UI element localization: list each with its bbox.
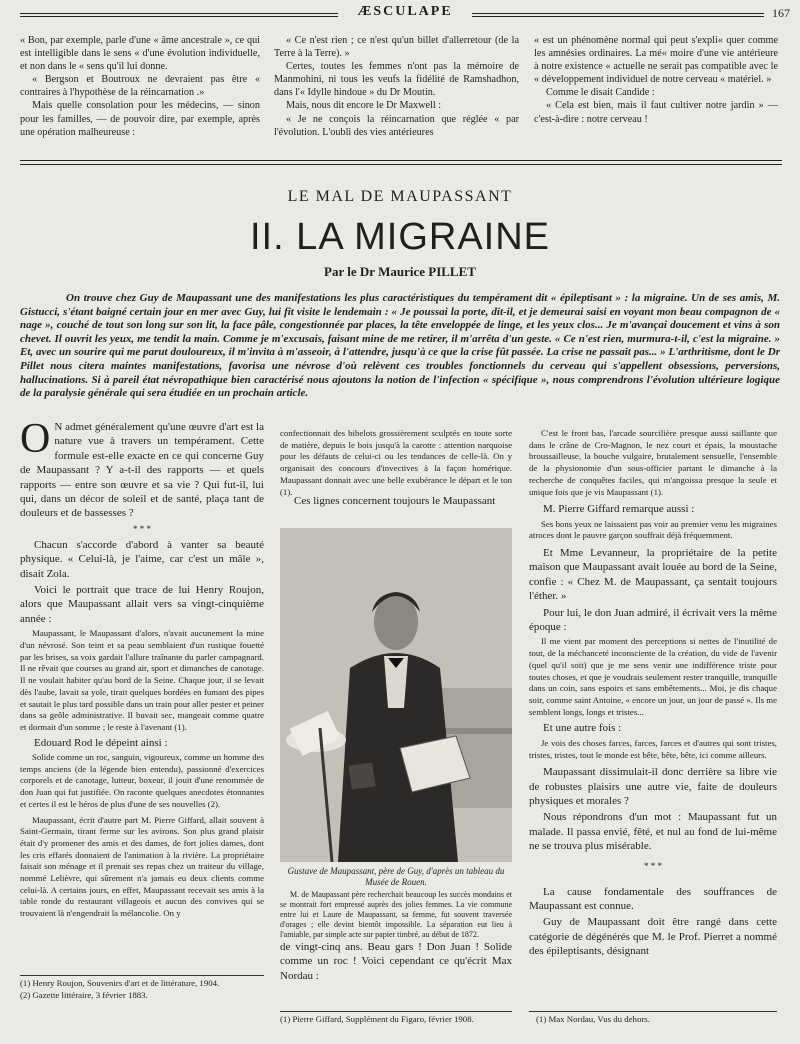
paragraph: Pour lui, le don Juan admiré, il écrivait vers la même époque : [529,606,777,634]
paragraph: Et Mme Levanneur, la propriétaire de la petite maison que Maupassant avait louée au bord de la Seine, confie : « Chez M. de Maupassant, ça sentait toujours l'éther. » [529,547,777,603]
head-rule-right [472,13,764,17]
section-divider-top [20,160,782,161]
top-column-2 [274,34,519,139]
paragraph: de vingt-cinq ans. Beau gars ! Don Juan ! Solide comme un roc ! Voici cependant ce qu'écrit Max Nordau : [280,941,512,982]
footnote: (1) Henry Roujon, Souvenirs d'art et de littérature, 1904. [20,978,220,988]
top-column-3 [534,34,778,126]
footnote-right: (1) Max Nordau, Vus du dehors. [536,1014,650,1024]
running-head [20,6,790,22]
paragraph: Mais, nous dit encore le Dr Maxwell : [286,100,442,112]
quote-block [20,752,264,811]
quote-text: C'est le front bas, l'arcade sourcilière presque aussi saillante que dans le crâne de Cro-Magnon, le nez court et épais, la moustache broussailleuse, la bouche vulgaire, brutalement sensuelle, l'ensemble de la physionomie d'un sous-officier partant le dimanche à la recherche de conquêtes faciles, qui m'angoissa presque la seule et unique fois que je vis Maupassant (1). [529,428,777,497]
paragraph: « est un phénomène normal qui peut s'expli« quer comme les amnésies ordinaires. La mé« moire d'une vie antérieure à notre existence « actuelle ne serait pas compatible avec le « développement individuel de notre cerveau « matériel. » [534,35,778,86]
body-column-middle [280,428,512,498]
quote-block [20,628,264,733]
section-stars: * * * [644,860,662,871]
paragraph: La cause fondamentale des souffrances de Maupassant est connue. [529,885,777,913]
paragraph: « Je ne conçois la réincarnation que réglée « par l'évolution. L'oubli des vies antérieures [274,113,519,138]
footnote-middle: (1) Pierre Giffard, Supplément du Figaro, février 1908. [280,1014,474,1024]
footnote-rule [20,975,264,976]
paragraph: Guy de Maupassant doit être rangé dans cette catégorie de dégénérés que M. le Prof. Pierret a nommé des épileptisants, désignant [529,916,777,958]
paragraph: Edouard Rod le dépeint ainsi : [34,736,168,749]
footnotes-left [20,978,270,1001]
page-number: 167 [772,6,790,20]
quote-text: Je vois des choses farces, farces, farces et d'autres qui sont tristes, tristes, tristes, tout le monde est bête, bête, bête, ici comme ailleurs. [529,737,777,760]
article-byline: Par le Dr Maurice PILLET [324,264,476,279]
paragraph: Nous répondrons d'un mot : Maupassant fut un malade. Il passa envié, fêté, et nul au fond de lui-même ne se trouva plus misérable. [529,811,777,853]
quote-text: confectionnait des bibelots grossièrement sculptés en toute sorte de matière, depuis le bois jusqu'à la carotte : attention narquoise pour les défauts de celui-ci ou les tendances de celle-là. On y organisait des concours d'invectives à la façon homérique. Maupassant donnait avec une belle exubérance le départ et le ton (1). [280,428,512,497]
paragraph: « Cela est bien, mais il faut cultiver notre jardin » — c'est-à-dire : notre cerveau ! [534,100,778,125]
paragraph: N admet généralement qu'une œuvre d'art est la nature vue à travers un tempérament. Cette formule est-elle exacte en ce qui concerne Guy de Maupassant ? Y a-t-il des rapports — et quels rapports — entre son œuvre et sa vie ? Qui fut-il, lui qui, dans un décor de soleil et de santé, plaça tant de douleurs et de bassesses ? [20,421,264,520]
section-divider-bottom [20,164,782,165]
paragraph: « Bon, par exemple, parle d'une « âme ancestrale », ce qui est intelligible dans le sens « d'une évolution individuelle, et non dans le « sens qu'il lui donne. [20,35,260,73]
paragraph: Maupassant dissimulait-il donc derrière sa libre vie de robustes plaisirs une autre vie, faite de douleurs physiques et morales ? [529,766,777,808]
paragraph: Comme le disait Candide : [546,87,655,99]
body-column-right [529,428,777,961]
footnote-rule [280,1011,512,1012]
body-column-middle-lead [280,494,512,510]
quote-text: Il me vient par moment des perceptions si nettes de l'inutilité de tout, de la méchanceté inconsciente de la création, du vide de l'avenir (quel qu'il soit) que je me sens venir une indifférence triste pour toutes choses, et que je voudrais seulement rester tranquille, tranquille dans un coin, sans espoirs et sans embêtements... Moi, je dis chaque soir, comme saint Antoine, « encore un jour, un jour de passé ». Ils me semblent longs, longs et tristes... [529,636,777,717]
paragraph: Mais quelle consolation pour les médecins, — sinon pour les familles, — de pouvoir dire, par exemple, après une opération malheureuse : [20,100,260,138]
body-column-middle-end [280,940,512,985]
paragraph: M. Pierre Giffard remarque aussi : [543,503,695,516]
paragraph: Chacun s'accorde d'abord à vanter sa beauté physique. « Celui-là, je l'aime, car c'est un mâle », disait Zola. [20,538,264,580]
section-stars: * * * [133,523,151,534]
caption-note: M. de Maupassant père recherchait beaucoup les succès mondains et se montrait fort empressé auprès des jolies femmes. La vie commune entre lui et Laure de Maupassant, sa femme, fut souvent traversée d'orages ; elle devint bientôt impossible. La séparation eut lieu à l'amiable, par simple acte sur papier timbré, au début de 1872. [280,890,512,939]
quote-text: Ses bons yeux ne laissaient pas voir au premier venu les migraines atroces dont le pauvre garçon souffrait déjà fréquemment. [529,518,777,541]
article-kicker: LE MAL DE MAUPASSANT [287,188,513,205]
portrait-illustration [280,528,512,862]
portrait-image [280,528,512,862]
journal-title: ÆSCULAPE [357,4,453,19]
paragraph: « Bergson et Boutroux ne devraient pas être « contraires à l'hypothèse de la réincarnation .» [20,74,260,99]
paragraph: Ces lignes concernent toujours le Maupassant [294,495,496,507]
paragraph: Voici le portrait que trace de lui Henry Roujon, alors que Maupassant allait vers sa vingt-cinquième année : [20,584,264,625]
portrait-caption: Gustave de Maupassant, père de Guy, d'après un tableau du Musée de Rouen. [287,866,505,887]
article-chapeau: On trouve chez Guy de Maupassant une des manifestations les plus caractéristiques du tempérament dit « épileptisant » : la migraine. Un de ses amis, M. Gistucci, s'étant baigné certain jour en mer avec Guy, lui fit visite le lendemain : « Je poussai la porte, dit-il, et je demeurai saisi en voyant mon beau compagnon de « nage », couché de tout son long sur son lit, la face pâle, congestionnée par places, la tête enveloppée de linge, et les yeux clos... Je m'avançai doucement et vins à son chevet. Il ouvrit les yeux, me tendit la main. Comme je m'excusais, faisant mine de me retirer, il m'arrêta d'un geste. « Ce n'est rien, murmura-t-il, c'est la migraine. » Et, avec un sourire qui me parut douloureux, il m'invita à m'asseoir, à l'attendre, jusqu'à ce que la crise fût passée. La crise ne passait pas... » L'arthritisme, dont le Dr Pillet nous citera maintes manifestations, favorisa une névrose d'où relèvent ces troubles fonctionnels du cerveau qui s'appellent obsessions, perversions, hallucinations. Si à pareil état névropathique bien caractérisé nous ajoutons la notion de l'infection « spécifique », nous comprendrons l'évolution ultérieure logique de la paralysie générale qui sera étudiée en un prochain article. [20,292,780,400]
quote-text: Solide comme un roc, sanguin, vigoureux, comme un homme des temps anciens (de la légende bien entendu), passionné d'exercices corporels et de canotage, lutteur, boxeur, il jouit d'une renommée de don Juan qui fut justifiée. On raconte quelques anecdotes étonnantes et certes il est le héros de plus d'une de ses nouvelles (2). [20,752,264,809]
quote-text: Maupassant, le Maupassant d'alors, n'avait aucunement la mine d'un névrosé. Son teint et sa peau semblaient d'un rustique fouetté par les brises, sa voix gardait l'allure traînante du parler campagnard. Il ne rêvait que courses au grand air, sport et dimanches de canotage. Il ne voulait habiter qu'au bord de la Seine. Chaque jour, il se levait dès l'aube, lavait sa yole, tirait quelques bordées en fumant des pipes et sautait le plus tard possible dans un train pour aller pester et peiner dans sa geôle administrative. Il buvait sec, mangeait comme quatre et dormait d'un somme ; le reste à l'avenant (1). [20,628,264,732]
quote-block [20,815,264,920]
quote-text: Maupassant, écrit d'autre part M. Pierre Giffard, allait souvent à Saint-Germain, tirant ferme sur les avirons. Son plus grand plaisir était d'y promener des amis et des dames, de fort jolies dames, dont les cris effarés donnaient de l'animation à la rivière. La propriétaire faisait son ménage et il prenait ses repas chez un traiteur du village, nommé Lelièvre, qui sûrement n'a jamais eu deux clients comme celui-là. A certains jours, en effet, Maupassant recevait ses amis à la table ronde du restaurant villageois et aucun des convives qui se trouvaient là n'engendrait la mélancolie. On y [20,814,264,919]
paragraph: Et une autre fois : [543,722,622,735]
footnote: (2) Gazette littéraire, 3 février 1883. [20,989,148,1000]
paragraph: Certes, toutes les femmes n'ont pas la mémoire de Manmohini, ni tous les veufs la fidélité de Ramshadhon, dans l'« Idylle hindoue » du Dr Moutin. [274,61,519,99]
footnote-rule [529,1011,777,1012]
top-column-1 [20,34,260,139]
paragraph: « Ce n'est rien ; ce n'est qu'un billet d'allerretour (de la Terre à la Terre). » [274,35,519,60]
drop-cap: O [20,416,51,462]
body-column-left [20,416,264,920]
article-title: II. LA MIGRAINE [249,216,551,258]
